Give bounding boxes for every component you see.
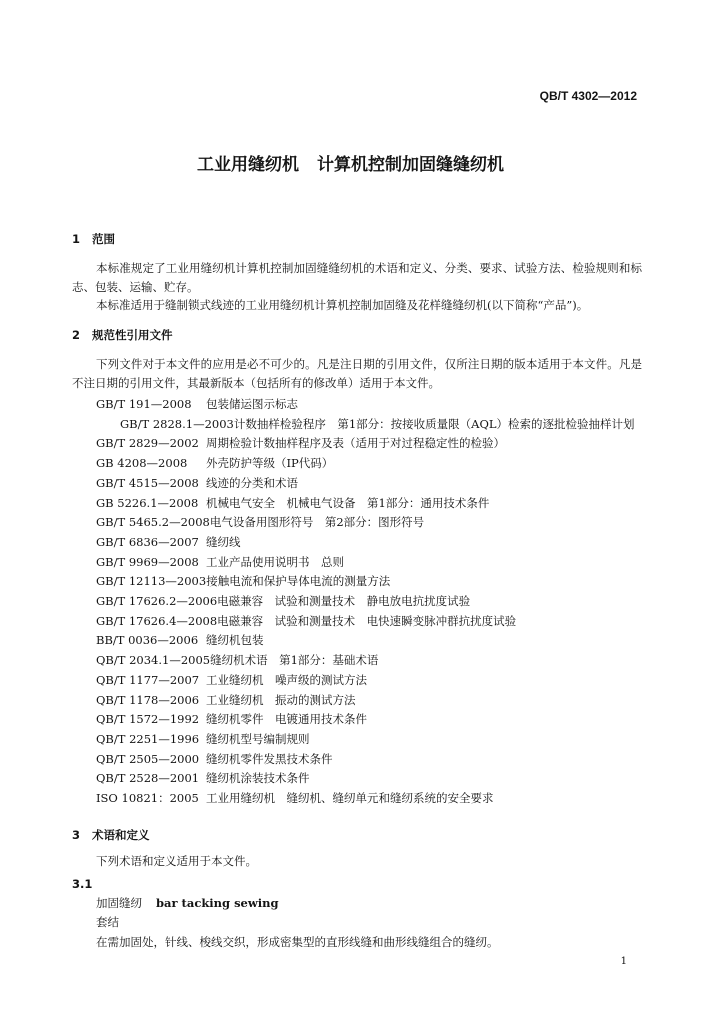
term-definition: 在需加固处，针线、梭线交织，形成密集型的直形线缝和曲形线缝组合的缝纫。 [96, 935, 499, 949]
reference-code: QB/T 2528—2001 [96, 771, 200, 786]
reference-code: GB/T 12113—2003 [96, 574, 207, 589]
reference-code: QB/T 2505—2000 [96, 751, 200, 766]
reference-code: GB/T 4515—2008 [96, 475, 199, 490]
reference-item [72, 553, 642, 573]
reference-item [72, 434, 642, 454]
reference-item [72, 789, 642, 809]
reference-code: GB 4208—2008 [96, 456, 188, 471]
section-heading-references [72, 327, 173, 343]
reference-code: GB/T 191—2008 [96, 397, 192, 411]
reference-title: 电磁兼容 试验和测量技术 电快速瞬变脉冲群抗扰度试验 [217, 613, 517, 628]
reference-item [72, 494, 642, 514]
reference-title: 电磁兼容 试验和测量技术 静电放电抗扰度试验 [217, 594, 471, 609]
reference-item [72, 533, 642, 553]
reference-item [72, 691, 642, 711]
term-english: bar tacking sewing [156, 896, 279, 910]
reference-title: 缝纫机零件发黑技术条件 [206, 751, 333, 766]
reference-code: GB 5226.1—2008 [96, 495, 199, 510]
reference-title: 缝纫机型号编制规则 [206, 731, 310, 746]
term-chinese: 加固缝纫 [96, 896, 142, 910]
reference-code: GB/T 9969—2008 [96, 554, 199, 569]
title-part-2: 计算机控制加固缝缝纫机 [317, 155, 504, 175]
reference-code: GB/T 2828.1—2003 [120, 416, 234, 431]
reference-code: QB/T 2034.1—2005 [96, 653, 211, 668]
reference-code: QB/T 1177—2007 [96, 672, 200, 687]
reference-title: 计数抽样检验程序 第1部分：按接收质量限（AQL）检索的逐批检验抽样计划 [233, 416, 635, 431]
reference-item [72, 474, 642, 494]
reference-item [72, 513, 642, 533]
reference-title: 缝纫机术语 第1部分：基础术语 [210, 653, 379, 668]
reference-item [72, 651, 642, 671]
terms-intro: 下列术语和定义适用于本文件。 [96, 854, 257, 868]
reference-item [72, 769, 642, 789]
reference-code: GB/T 17626.4—2008 [96, 613, 218, 628]
reference-title: 包装储运图示标志 [206, 397, 298, 411]
reference-item [72, 671, 642, 691]
page-number: 1 [620, 956, 627, 967]
scope-paragraph-2: 本标准适用于缝制锁式线迹的工业用缝纫机计算机控制加固缝及花样缝缝纫机(以下简称“产品”)。 [96, 298, 589, 312]
reference-item [72, 572, 642, 592]
reference-title: 缝纫机零件 电镀通用技术条件 [206, 712, 367, 727]
reference-item [72, 631, 642, 651]
reference-title: 电气设备用图形符号 第2部分：图形符号 [209, 515, 425, 530]
reference-code: GB/T 17626.2—2006 [96, 594, 218, 609]
term-number: 3.1 [72, 877, 93, 891]
reference-item [72, 710, 642, 730]
scope-paragraph-1: 本标准规定了工业用缝纫机计算机控制加固缝缝纫机的术语和定义、分类、要求、试验方法、检验规则和标志、包装、运输、贮存。 [72, 261, 642, 294]
reference-title: 工业缝纫机 振动的测试方法 [206, 692, 356, 707]
section-number: 3 [72, 828, 81, 842]
reference-code: BB/T 0036—2006 [96, 633, 199, 648]
reference-title: 接触电流和保护导体电流的测量方法 [206, 574, 391, 589]
reference-title: 工业缝纫机 噪声级的测试方法 [206, 672, 367, 687]
reference-item [72, 730, 642, 750]
section-number: 1 [72, 232, 81, 246]
references-intro: 下列文件对于本文件的应用是必不可少的。凡是注日期的引用文件，仅所注日期的版本适用于本文件。凡是不注日期的引用文件，其最新版本（包括所有的修改单）适用于本文件。 [72, 357, 642, 390]
section-heading-scope [72, 231, 115, 247]
term-heading [96, 895, 279, 911]
section-title: 规范性引用文件 [92, 328, 173, 342]
standard-code: QB/T 4302—2012 [539, 89, 637, 103]
reference-code: QB/T 1178—2006 [96, 692, 200, 707]
reference-title: 线迹的分类和术语 [206, 475, 298, 490]
reference-list [72, 395, 642, 809]
reference-item [72, 750, 642, 770]
term-alias: 套结 [96, 915, 119, 929]
reference-title: 工业产品使用说明书 总则 [206, 554, 344, 569]
section-title: 范围 [92, 232, 115, 246]
reference-title: 缝纫线 [206, 534, 241, 549]
reference-title: 工业用缝纫机 缝纫机、缝纫单元和缝纫系统的安全要求 [206, 791, 494, 806]
reference-item [72, 415, 642, 435]
page-title [0, 150, 701, 175]
reference-item [72, 454, 642, 474]
reference-code: GB/T 5465.2—2008 [96, 515, 210, 530]
reference-code: QB/T 2251—1996 [96, 731, 200, 746]
reference-title: 周期检验计数抽样程序及表（适用于对过程稳定性的检验） [206, 436, 505, 451]
reference-title: 缝纫机包装 [206, 633, 264, 648]
reference-item [72, 592, 642, 612]
reference-title: 外壳防护等级（IP代码） [206, 456, 334, 471]
title-part-1: 工业用缝纫机 [197, 155, 299, 175]
reference-item [72, 395, 642, 415]
reference-title: 机械电气安全 机械电气设备 第1部分：通用技术条件 [206, 495, 490, 510]
reference-title: 缝纫机涂装技术条件 [206, 771, 310, 786]
section-title: 术语和定义 [92, 828, 150, 842]
section-heading-terms [72, 827, 150, 843]
reference-code: GB/T 6836—2007 [96, 534, 199, 549]
reference-item [72, 612, 642, 632]
reference-code: QB/T 1572—1992 [96, 712, 200, 727]
section-number: 2 [72, 328, 81, 342]
reference-code: ISO 10821：2005 [96, 791, 199, 806]
reference-code: GB/T 2829—2002 [96, 436, 199, 451]
